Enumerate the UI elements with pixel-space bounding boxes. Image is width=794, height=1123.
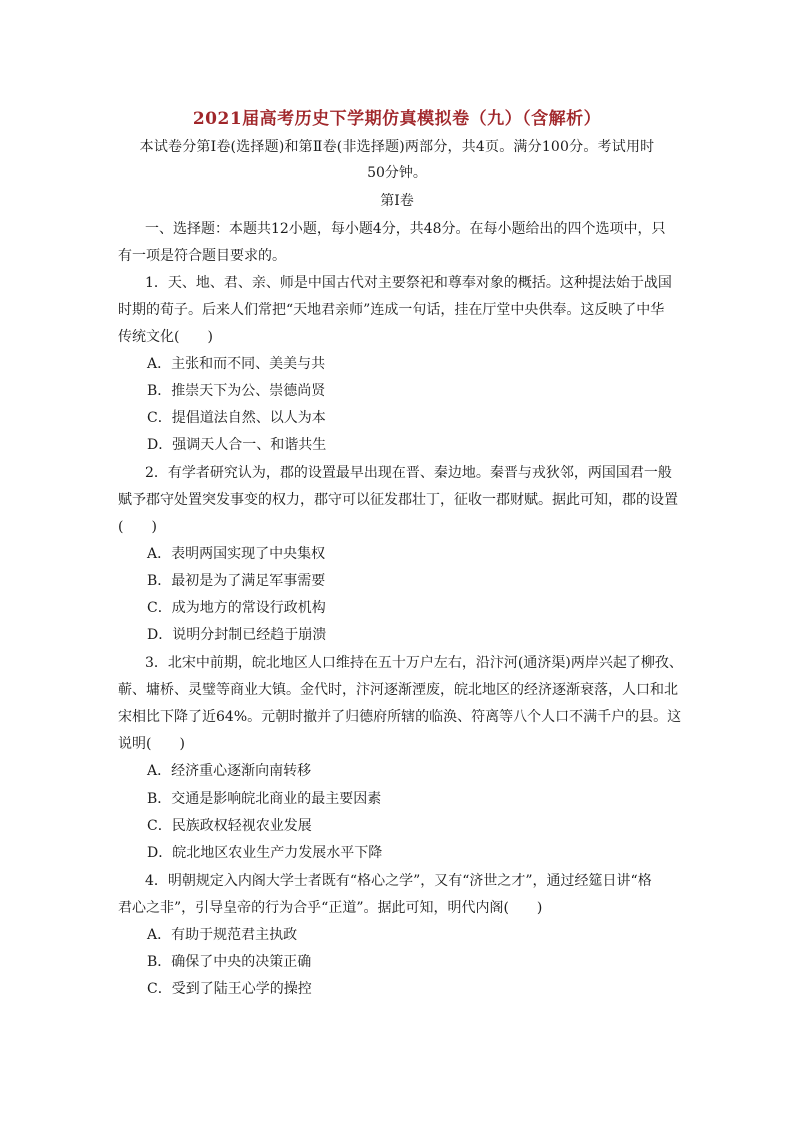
document-title: 2021届高考历史下学期仿真模拟卷（九）（含解析）	[192, 109, 602, 129]
question-stem: 君心之非”，引导皇帝的行为合乎“正道”。据此可知，明代内阁( )	[118, 900, 543, 916]
question-stem: 宋相比下降了近64%。元朝时撤并了归德府所辖的临涣、符离等八个人口不满千户的县。这	[118, 709, 682, 725]
option-c: C．民族政权轻视农业发展	[147, 818, 312, 834]
section-instruction: 有一项是符合题目要求的。	[118, 248, 286, 264]
option-d: D．说明分封制已经趋于崩溃	[147, 627, 327, 643]
question-stem: 赋予郡守处置突发事变的权力，郡守可以征发郡壮丁，征收一郡财赋。据此可知，郡的设置	[118, 492, 678, 508]
option-b: B．推崇天下为公、崇德尚贤	[147, 383, 326, 399]
option-b: B．确保了中央的决策正确	[147, 954, 312, 970]
question-stem: 1．天、地、君、亲、师是中国古代对主要祭祀和尊奉对象的概括。这种提法始于战国	[145, 275, 672, 291]
question-stem: 说明( )	[118, 736, 185, 752]
option-a: A．主张和而不同、美美与共	[147, 356, 326, 372]
option-d: D．强调天人合一、和谐共生	[147, 437, 327, 453]
section-instruction: 一、选择题：本题共12小题，每小题4分，共48分。在每小题给出的四个选项中，只	[145, 221, 666, 237]
option-c: C．受到了陆王心学的操控	[147, 981, 312, 997]
option-a: A．经济重心逐渐向南转移	[147, 763, 312, 779]
question-stem: 时期的荀子。后来人们常把“天地君亲师”连成一句话，挂在厅堂中央供奉。这反映了中华	[118, 302, 665, 318]
option-b: B．最初是为了满足军事需要	[147, 573, 326, 589]
question-stem: 2．有学者研究认为，郡的设置最早出现在晋、秦边地。秦晋与戎狄邻，两国国君一般	[145, 465, 672, 481]
intro-text: 本试卷分第Ⅰ卷(选择题)和第Ⅱ卷(非选择题)两部分，共4页。满分100分。考试用时	[139, 139, 655, 155]
option-b: B．交通是影响皖北商业的最主要因素	[147, 791, 382, 807]
volume-heading: 第Ⅰ卷	[380, 193, 414, 209]
option-d: D．皖北地区农业生产力发展水平下降	[147, 845, 383, 861]
intro-text: 50分钟。	[367, 165, 427, 181]
question-stem: 蕲、墉桥、灵璧等商业大镇。金代时，汴河逐渐湮废，皖北地区的经济逐渐衰落，人口和北	[118, 682, 678, 698]
option-a: A．表明两国实现了中央集权	[147, 546, 326, 562]
question-stem: 传统文化( )	[118, 329, 213, 345]
question-stem: 3．北宋中前期，皖北地区人口维持在五十万户左右，沿汴河(通济渠)两岸兴起了柳孜、	[145, 655, 683, 671]
question-stem: 4．明朝规定入内阁大学士者既有“格心之学”，又有“济世之才”，通过经筵日讲“格	[145, 873, 652, 889]
question-stem: ( )	[118, 519, 157, 535]
option-c: C．成为地方的常设行政机构	[147, 600, 326, 616]
option-c: C．提倡道法自然、以人为本	[147, 410, 326, 426]
option-a: A．有助于规范君主执政	[147, 927, 298, 943]
